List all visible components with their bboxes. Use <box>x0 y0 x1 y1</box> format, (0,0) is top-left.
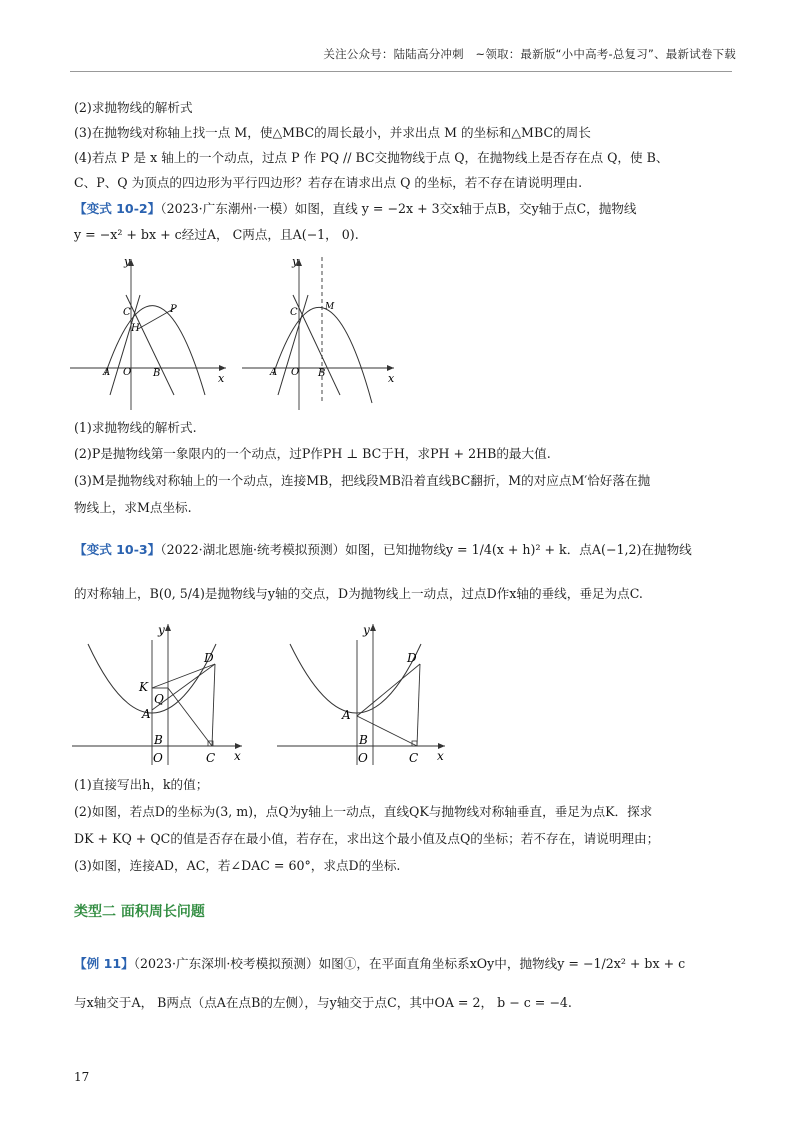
variant-10-2-line-2: y = −x² + bx + c经过A， C两点，且A(−1， 0). <box>74 227 359 242</box>
variant-10-2-q1: (1)求抛物线的解析式. <box>74 420 197 435</box>
variant-10-3-q2b: DK + KQ + QC的值是否存在最小值，若存在，求出这个最小值及点Q的坐标；若不存在，请说明理由； <box>74 831 660 846</box>
f4-label-D: D <box>407 651 417 665</box>
f2-label-B: B <box>318 368 326 379</box>
f1-label-C: C <box>123 307 131 318</box>
figure-parabola-qk <box>70 620 250 770</box>
f1-x-label: x <box>218 372 225 385</box>
variant-10-2-q3b: 物线上，求M点坐标. <box>74 500 192 515</box>
example-11-intro <box>74 954 685 974</box>
variant-10-2-q2: (2)P是抛物线第一象限内的一个动点，过P作PH ⊥ BC于H，求PH + 2HB的最大值. <box>74 446 551 461</box>
variant-10-3-intro <box>74 540 692 560</box>
example-11-line-2: 与x轴交于A， B两点（点A在点B的左侧），与y轴交于点C，其中OA = 2， b − c = −4. <box>74 995 572 1010</box>
f3-label-D: D <box>204 651 214 665</box>
f3-label-K: K <box>139 680 148 694</box>
figure-parabola-left <box>70 255 230 415</box>
f2-label-C: C <box>290 307 298 318</box>
f3-x-label: x <box>234 749 241 763</box>
f2-label-A: A <box>270 367 278 378</box>
f1-y-label: y <box>124 255 131 268</box>
f4-label-C: C <box>409 751 419 765</box>
f1-label-H: H <box>131 323 140 334</box>
page-number: 17 <box>74 1070 90 1084</box>
figure-parabola-right <box>240 255 400 415</box>
f3-label-O: O <box>153 751 163 765</box>
f1-label-B: B <box>153 368 161 379</box>
f2-x-label: x <box>388 372 395 385</box>
f4-label-O: O <box>358 751 368 765</box>
variant-10-3-q3: (3)如图，连接AD，AC，若∠DAC = 60°，求点D的坐标. <box>74 858 401 873</box>
variant-10-2-tag: 【变式 10-2】 <box>74 201 161 216</box>
figure-parabola-adc <box>275 620 455 770</box>
variant-10-3-q2a: (2)如图，若点D的坐标为(3, m)，点Q为y轴上一动点，直线QK与抛物线对称轴垂直，垂足为点K．探求 <box>74 804 653 819</box>
f4-x-label: x <box>437 749 444 763</box>
f1-label-P: P <box>170 304 177 315</box>
f2-label-O: O <box>291 367 300 378</box>
f3-label-A: A <box>142 707 151 721</box>
question-line-3: (3)在抛物线对称轴上找一点 M，使△MBC的周长最小，并求出点 M 的坐标和△MBC的周长 <box>74 125 591 140</box>
f2-label-M: M <box>325 302 335 312</box>
question-line-4a: (4)若点 P 是 x 轴上的一个动点，过点 P 作 PQ // BC交抛物线于点 Q，在抛物线上是否存在点 Q，使 B、 <box>74 150 669 165</box>
variant-10-3-line-2: 的对称轴上，B(0, 5/4)是抛物线与y轴的交点，D为抛物线上一动点，过点D作x轴的垂线，垂足为点C. <box>74 586 643 601</box>
f3-y-label: y <box>158 623 165 637</box>
section-heading: 类型二 面积周长问题 <box>74 904 205 920</box>
f4-label-B: B <box>359 733 368 747</box>
variant-10-3-tag: 【变式 10-3】 <box>74 542 161 557</box>
variant-10-2-q3a: (3)M是抛物线对称轴上的一个动点，连接MB，把线段MB沿着直线BC翻折，M的对应点M′恰好落在抛 <box>74 473 651 488</box>
question-line-4b: C、P、Q 为顶点的四边形为平行四边形？若存在请求出点 Q 的坐标，若不存在请说明理由. <box>74 175 583 190</box>
variant-10-3-text: （2022·湖北恩施·统考模拟预测）如图，已知抛物线y = 1/4(x + h)² + k．点A(−1,2)在抛物线 <box>160 542 692 557</box>
variant-10-3-q1: (1)直接写出h，k的值； <box>74 777 209 792</box>
f3-label-Q: Q <box>154 692 164 706</box>
example-11-tag: 【例 11】 <box>74 956 134 971</box>
variant-10-2-intro <box>74 199 637 219</box>
f3-label-C: C <box>206 751 216 765</box>
question-line-2: (2)求抛物线的解析式 <box>74 100 193 115</box>
variant-10-2-text: （2023·广东潮州·一模）如图，直线 y = −2x + 3交x轴于点B，交y轴于点C，抛物线 <box>160 201 637 216</box>
f1-label-A: A <box>103 367 111 378</box>
f1-label-O: O <box>123 367 132 378</box>
f2-y-label: y <box>292 255 299 268</box>
f4-y-label: y <box>363 623 370 637</box>
f3-label-B: B <box>154 733 163 747</box>
example-11-text: （2023·广东深圳·校考模拟预测）如图①，在平面直角坐标系xOy中，抛物线y = −1/2x² + bx + c <box>133 956 686 971</box>
page-header: 关注公众号：陆陆高分冲刺 ~领取：最新版“小中高考-总复习”、最新试卷下载 <box>323 47 736 61</box>
header-divider <box>70 71 732 72</box>
f4-label-A: A <box>342 708 351 722</box>
